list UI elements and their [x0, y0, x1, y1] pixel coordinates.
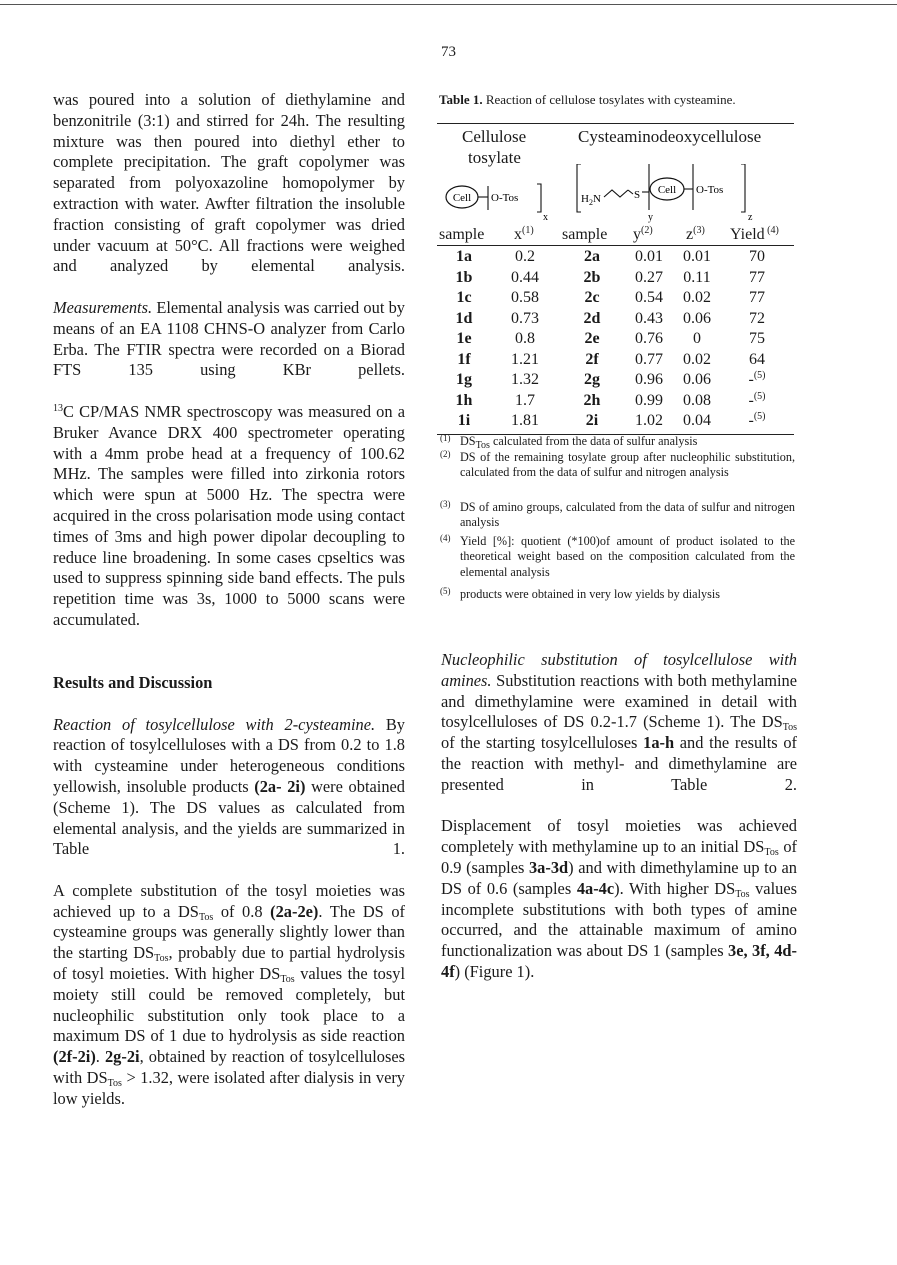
otos-label: O-Tos: [491, 192, 519, 204]
measurements-paragraph: Measurements. Elemental analysis was carried out by means of an EA 1108 CHNS-O analyzer from Carlo Erba. The FTIR spectra were recorded on a Biorad FTS 135 using KBr pellets.: [53, 297, 405, 380]
table-cell-s1: 1e: [456, 330, 472, 347]
top-rule: [0, 4, 897, 5]
table-row: [437, 412, 794, 432]
header-tosylate: tosylate: [468, 148, 521, 167]
reaction-title: Reaction of tosylcellulose with 2-cysteamine.: [53, 714, 376, 734]
subscript-x: x: [543, 212, 548, 223]
right-column: [441, 650, 797, 983]
footnote-2: (2) DS of the remaining tosylate group after nucleophilic substitution, calculated from the data of sulfur and nitrogen analysis: [440, 449, 795, 480]
table-cell-x: 0.2: [515, 248, 535, 265]
table-cell-z: 0.06: [683, 371, 711, 388]
table-cell-z: 0.11: [683, 268, 711, 286]
header-cellulose: Cellulose: [462, 127, 527, 146]
col-z: $z^{(3)}$: [686, 225, 705, 243]
nucleophilic-title: Nucleophilic substitution of tosylcellulose with amines.: [441, 650, 797, 690]
table-cell-x: 0.73: [511, 309, 539, 327]
table-cell-z: 0.02: [683, 350, 711, 368]
table-cell-s1: 1h: [455, 391, 473, 409]
table-cell-x: 1.21: [511, 350, 539, 368]
table-cell-x: 1.32: [511, 371, 539, 388]
body-paragraph: was poured into a solution of diethylamine and benzonitrile (3:1) and stirred for 24h. The resulting mixture was then poured into diethyl ether to complete precipitation. The graft copolymer was separated from polyoxazoline homopolymer by extraction with water. Awfter filtration the insoluble fraction consisting of graft copolymer was dried under vacuum at 50°C. All fractions were weighed and analyzed by elemental analysis.: [53, 90, 405, 276]
footnote-5: (5) products were obtained in very low yields by dialysis: [440, 586, 720, 601]
table-cell-s1: 1a: [456, 248, 472, 265]
table-cell-yield: 77: [749, 268, 765, 286]
reaction-scheme: [437, 164, 797, 228]
table-cell-s2: 2a: [584, 248, 600, 265]
table-cell-s1: 1i: [457, 412, 471, 429]
table-cell-yield: -$^{(5)}$: [748, 411, 766, 429]
cell-label: Cell: [657, 184, 677, 196]
table-cell-y: 0.96: [635, 371, 663, 388]
table-row: [437, 248, 794, 268]
table-cell-x: 0.58: [511, 289, 539, 306]
table-row: [437, 371, 794, 391]
subscript-y: y: [648, 212, 653, 223]
table-cell-z: 0.01: [683, 248, 711, 265]
results-heading: Results and Discussion: [53, 672, 213, 692]
footnote-1: (1) $DS_{Tos}$ calculated from the data of sulfur analysis: [440, 433, 698, 451]
table-cell-s2: 2f: [585, 350, 599, 368]
table-cell-z: 0: [693, 330, 701, 347]
table-cell-x: 1.7: [515, 391, 535, 409]
table-top-rule: [437, 123, 794, 124]
table-cell-yield: 75: [749, 330, 765, 347]
table-cell-s2: 2i: [585, 412, 599, 429]
table-cell-s2: 2b: [583, 268, 601, 286]
table-cell-z: 0.04: [683, 412, 711, 429]
table-row: [437, 330, 794, 350]
subscript-z: z: [748, 212, 753, 223]
table-cell-s1: 1f: [457, 350, 471, 368]
bracket-right-icon: [537, 184, 541, 212]
col-sample-1: sample: [439, 226, 485, 243]
nmr-paragraph: $^{13}$C CP/MAS NMR spectroscopy was measured on a Bruker Avance DRX 400 spectrometer operating with a 4mm probe head at a frequency of 100.62 MHz. The samples were filled into zirkonia rotors which were spun at 5000 Hz. The spectra were acquired in the cross polarisation mode using contact times of 3ms and high power dipolar decoupling to reduce line broadening. In some cases cpseltics was used to suppress spinning side band effects. The puls repetition time was 3s, 1000 to 5000 scans were accumulated.: [53, 401, 405, 629]
table-cell-x: 0.44: [511, 268, 539, 286]
table-header-rule: [437, 245, 794, 246]
table-row: [437, 269, 794, 289]
table-cell-s2: 2e: [584, 330, 600, 347]
otos-label: O-Tos: [696, 184, 724, 196]
table-cell-y: 0.27: [635, 268, 663, 286]
footnote-4: (4) Yield [%]: quotient (*100)of amount of product isolated to the theoretical weight based on the composition calculated from the elemental analysis: [440, 533, 795, 579]
table-cell-yield: 70: [749, 248, 765, 265]
table-cell-y: 1.02: [635, 412, 663, 429]
header-cysteaminodeoxycellulose: Cysteaminodeoxycellulose: [578, 127, 762, 146]
table-cell-y: 0.77: [635, 350, 663, 368]
cell-label: Cell: [452, 192, 472, 204]
left-column: [53, 90, 405, 1110]
substitution-paragraph: A complete substitution of the tosyl moieties was achieved up to a $DS_{Tos}$ of 0.8 (2a-2e). The DS of cysteamine groups was generally slightly lower than the starting $DS_{Tos}$, probably due to partial hydrolysis of tosyl moieties. With higher $DS_{Tos}$ values the tosyl moiety still could be removed completely, but nucleophilic substitution only took place to a maximum DS of 1 due to hydrolysis as side reaction (2f-2i). 2g-2i, obtained by reaction of tosylcelluloses with $DS_{Tos} > 1.32$, were isolated after dialysis in very low yields.: [53, 880, 406, 1108]
col-sample-2: sample: [562, 226, 608, 243]
table-cell-y: 0.54: [635, 289, 663, 306]
table-cell-s2: 2c: [584, 289, 600, 306]
table-cell-s2: 2d: [583, 309, 601, 327]
table-cell-yield: 77: [749, 289, 765, 306]
table-cell-x: 1.81: [511, 412, 539, 429]
table-row: [437, 351, 794, 371]
table-cell-s1: 1g: [456, 371, 472, 388]
table-cell-yield: 72: [749, 309, 765, 327]
table-cell-yield: -$^{(5)}$: [748, 370, 766, 388]
col-x: $x^{(1)}$: [514, 225, 534, 243]
table-cell-s1: 1b: [455, 268, 473, 286]
table-cell-z: 0.06: [683, 309, 711, 327]
chain-icon: [604, 190, 628, 197]
table-cell-yield: -$^{(5)}$: [748, 390, 766, 409]
table-cell-s1: 1c: [456, 289, 472, 306]
table-cell-y: 0.99: [635, 391, 663, 409]
table-cell-y: 0.43: [635, 309, 663, 327]
table-caption: Table 1. Reaction of cellulose tosylates with cysteamine.: [439, 92, 736, 107]
table-cell-x: 0.8: [515, 330, 535, 347]
table-cell-z: 0.08: [683, 391, 711, 409]
displacement-paragraph: Displacement of tosyl moieties was achieved completely with methylamine up to an initial $DS_{Tos}$ of 0.9 (samples 3a-3d) and with dimethylamine up to an DS of 0.6 (samples 4a-4c). With higher $DS_{Tos}$ values incomplete substitutions with both types of amine occurred, and the attainable maximum of amino functionalization was about DS 1 (samples 3e, 3f, 4d-4f) (Figure 1).: [441, 816, 798, 981]
page-number: 73: [441, 44, 456, 60]
nucleophilic-paragraph: Nucleophilic substitution of tosylcellulose with amines. Substitution reactions with both methylamine and dimethylamine were examined in detail with tosylcelluloses of DS 0.2-1.7 (Scheme 1). The $DS_{Tos}$ of the starting tosylcelluloses 1a-h and the results of the reaction with methyl- and dimethylamine are presented in Table 2.: [441, 650, 797, 794]
bracket-right-icon: [741, 164, 745, 212]
h2n-label: $H_2N$: [581, 193, 601, 207]
table-row: [437, 392, 794, 412]
col-y: $y^{(2)}$: [633, 225, 653, 243]
table-cell-s1: 1d: [455, 309, 473, 327]
table-cell-s2: 2g: [584, 371, 600, 388]
table-cell-yield: 64: [749, 350, 765, 368]
table-cell-y: 0.76: [635, 330, 663, 347]
footnote-3: (3) DS of amino groups, calculated from the data of sulfur and nitrogen analysis: [440, 499, 795, 530]
sulfur-label: S: [634, 189, 641, 201]
table-cell-s2: 2h: [583, 391, 601, 409]
table-row: [437, 310, 794, 330]
table-cell-y: 0.01: [635, 248, 663, 265]
table-cell-z: 0.02: [683, 289, 711, 306]
table-row: [437, 289, 794, 309]
measurements-title: Measurements.: [53, 297, 153, 317]
reaction-paragraph: Reaction of tosylcellulose with 2-cysteamine. By reaction of tosylcelluloses with a DS from 0.2 to 1.8 with cysteamine under heterogeneous conditions yellowish, insoluble products (2a- 2i) were obtained (Scheme 1). The DS values as calculated from elemental analysis, and the yields are summarized in Table 1.: [53, 714, 405, 859]
col-yield: Yield $^{(4)}$: [730, 225, 779, 243]
